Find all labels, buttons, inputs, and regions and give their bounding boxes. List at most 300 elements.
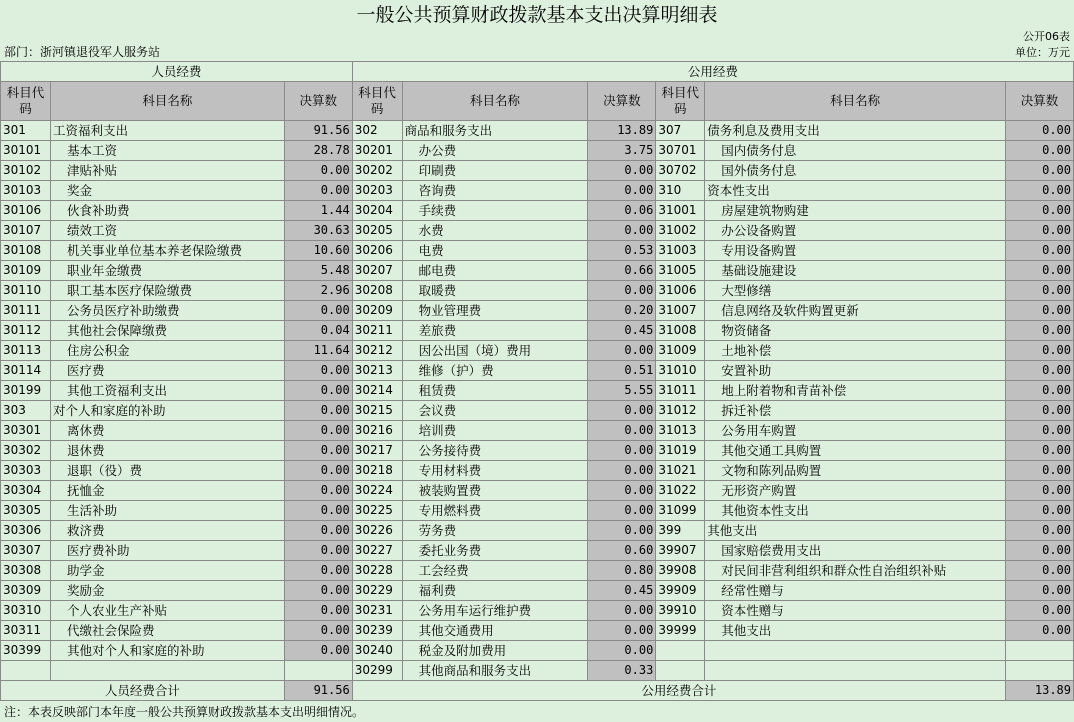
header-code: 科目代码	[1, 82, 51, 121]
item-name: 差旅费	[402, 321, 588, 341]
item-code: 31021	[656, 461, 705, 481]
item-code: 30201	[352, 141, 402, 161]
item-name: 机关事业单位基本养老保险缴费	[50, 241, 284, 261]
item-name: 地上附着物和青苗补偿	[705, 381, 1006, 401]
item-code: 30209	[352, 301, 402, 321]
item-amount: 0.00	[1006, 381, 1074, 401]
item-name: 津贴补贴	[50, 161, 284, 181]
item-amount: 0.00	[284, 161, 352, 181]
item-amount: 0.45	[588, 321, 656, 341]
item-name: 职工基本医疗保险缴费	[50, 281, 284, 301]
item-code: 30106	[1, 201, 51, 221]
item-code: 30114	[1, 361, 51, 381]
item-amount: 0.00	[1006, 181, 1074, 201]
item-amount: 0.33	[588, 661, 656, 681]
item-name: 安置补助	[705, 361, 1006, 381]
item-amount: 0.00	[284, 541, 352, 561]
item-name: 商品和服务支出	[402, 121, 588, 141]
item-amount: 0.00	[284, 501, 352, 521]
item-amount: 0.00	[1006, 341, 1074, 361]
item-amount: 30.63	[284, 221, 352, 241]
item-code: 30108	[1, 241, 51, 261]
totals-row	[1, 681, 1074, 701]
item-amount: 0.00	[588, 421, 656, 441]
item-name: 公务用车运行维护费	[402, 601, 588, 621]
item-amount: 0.00	[1006, 441, 1074, 461]
empty-cell	[1006, 641, 1074, 661]
item-code: 30701	[656, 141, 705, 161]
item-code: 31010	[656, 361, 705, 381]
item-amount: 0.00	[284, 581, 352, 601]
item-name: 绩效工资	[50, 221, 284, 241]
item-amount: 0.00	[588, 401, 656, 421]
header-name: 科目名称	[402, 82, 588, 121]
public-total-value: 13.89	[1006, 681, 1074, 701]
item-code: 30228	[352, 561, 402, 581]
item-name: 其他社会保障缴费	[50, 321, 284, 341]
item-name: 其他支出	[705, 621, 1006, 641]
item-amount: 0.00	[588, 161, 656, 181]
item-code: 30310	[1, 601, 51, 621]
item-code: 30211	[352, 321, 402, 341]
item-amount: 28.78	[284, 141, 352, 161]
table-row	[1, 481, 1074, 501]
item-code: 30702	[656, 161, 705, 181]
item-amount: 0.00	[284, 301, 352, 321]
item-name: 电费	[402, 241, 588, 261]
item-amount: 0.00	[284, 621, 352, 641]
header-code: 科目代码	[352, 82, 402, 121]
personnel-total-label: 人员经费合计	[1, 681, 285, 701]
item-name: 咨询费	[402, 181, 588, 201]
item-amount: 0.00	[588, 621, 656, 641]
item-amount: 0.20	[588, 301, 656, 321]
item-code: 302	[352, 121, 402, 141]
item-code: 30214	[352, 381, 402, 401]
item-code: 39907	[656, 541, 705, 561]
item-code: 39910	[656, 601, 705, 621]
item-name: 离休费	[50, 421, 284, 441]
item-amount: 0.00	[284, 521, 352, 541]
item-name: 取暖费	[402, 281, 588, 301]
item-name: 邮电费	[402, 261, 588, 281]
item-code: 31099	[656, 501, 705, 521]
item-code: 39999	[656, 621, 705, 641]
item-name: 培训费	[402, 421, 588, 441]
item-name: 国内债务付息	[705, 141, 1006, 161]
item-code: 31012	[656, 401, 705, 421]
table-row	[1, 601, 1074, 621]
item-name: 工会经费	[402, 561, 588, 581]
item-name: 对个人和家庭的补助	[50, 401, 284, 421]
item-name: 因公出国（境）费用	[402, 341, 588, 361]
item-name: 其他支出	[705, 521, 1006, 541]
item-code: 30226	[352, 521, 402, 541]
item-name: 维修（护）费	[402, 361, 588, 381]
public-total-label: 公用经费合计	[352, 681, 1005, 701]
item-amount: 0.00	[284, 421, 352, 441]
item-amount: 0.00	[588, 481, 656, 501]
item-amount: 0.00	[1006, 161, 1074, 181]
item-code: 30102	[1, 161, 51, 181]
item-code: 30399	[1, 641, 51, 661]
item-name: 基础设施建设	[705, 261, 1006, 281]
item-name: 基本工资	[50, 141, 284, 161]
item-name: 物业管理费	[402, 301, 588, 321]
item-amount: 0.00	[588, 461, 656, 481]
item-name: 公务接待费	[402, 441, 588, 461]
item-name: 经常性赠与	[705, 581, 1006, 601]
item-name: 专用设备购置	[705, 241, 1006, 261]
item-code: 30303	[1, 461, 51, 481]
item-code: 30304	[1, 481, 51, 501]
item-code: 31013	[656, 421, 705, 441]
item-name: 福利费	[402, 581, 588, 601]
item-name: 专用材料费	[402, 461, 588, 481]
item-code: 30205	[352, 221, 402, 241]
item-name: 退休费	[50, 441, 284, 461]
item-code: 30231	[352, 601, 402, 621]
expenditure-table	[0, 61, 1074, 701]
item-amount: 0.00	[588, 221, 656, 241]
table-row	[1, 541, 1074, 561]
item-name: 生活补助	[50, 501, 284, 521]
item-code: 399	[656, 521, 705, 541]
item-name: 国外债务付息	[705, 161, 1006, 181]
item-name: 委托业务费	[402, 541, 588, 561]
item-name: 税金及附加费用	[402, 641, 588, 661]
item-code: 30112	[1, 321, 51, 341]
item-code: 30229	[352, 581, 402, 601]
item-code: 31006	[656, 281, 705, 301]
item-name: 债务利息及费用支出	[705, 121, 1006, 141]
item-amount: 0.51	[588, 361, 656, 381]
item-amount: 5.48	[284, 261, 352, 281]
item-amount: 0.00	[1006, 421, 1074, 441]
item-name: 退职（役）费	[50, 461, 284, 481]
item-code: 30305	[1, 501, 51, 521]
item-amount: 2.96	[284, 281, 352, 301]
empty-cell	[1006, 661, 1074, 681]
item-code: 30311	[1, 621, 51, 641]
item-code: 30240	[352, 641, 402, 661]
table-row	[1, 421, 1074, 441]
item-name: 拆迁补偿	[705, 401, 1006, 421]
table-row	[1, 401, 1074, 421]
item-amount: 0.00	[284, 641, 352, 661]
personnel-total-value: 91.56	[284, 681, 352, 701]
item-amount: 0.00	[1006, 501, 1074, 521]
item-amount: 0.00	[588, 641, 656, 661]
item-name: 助学金	[50, 561, 284, 581]
table-row	[1, 641, 1074, 661]
item-amount: 1.44	[284, 201, 352, 221]
item-name: 劳务费	[402, 521, 588, 541]
item-amount: 0.00	[588, 601, 656, 621]
item-code: 31022	[656, 481, 705, 501]
item-amount: 0.00	[1006, 241, 1074, 261]
item-code: 30306	[1, 521, 51, 541]
table-row	[1, 581, 1074, 601]
item-amount: 0.53	[588, 241, 656, 261]
empty-cell	[50, 661, 284, 681]
item-amount: 0.06	[588, 201, 656, 221]
table-row	[1, 321, 1074, 341]
empty-cell	[656, 661, 705, 681]
item-code: 39908	[656, 561, 705, 581]
item-code: 30299	[352, 661, 402, 681]
item-name: 其他工资福利支出	[50, 381, 284, 401]
item-code: 30103	[1, 181, 51, 201]
item-amount: 0.00	[1006, 221, 1074, 241]
item-code: 30302	[1, 441, 51, 461]
item-name: 办公设备购置	[705, 221, 1006, 241]
empty-cell	[284, 661, 352, 681]
item-name: 职业年金缴费	[50, 261, 284, 281]
item-code: 30110	[1, 281, 51, 301]
table-row	[1, 501, 1074, 521]
item-name: 其他交通工具购置	[705, 441, 1006, 461]
item-code: 31005	[656, 261, 705, 281]
item-amount: 0.00	[1006, 361, 1074, 381]
item-amount: 0.00	[284, 381, 352, 401]
item-amount: 0.00	[1006, 261, 1074, 281]
item-amount: 3.75	[588, 141, 656, 161]
item-name: 房屋建筑物购建	[705, 201, 1006, 221]
item-code: 30227	[352, 541, 402, 561]
table-row	[1, 661, 1074, 681]
item-code: 39909	[656, 581, 705, 601]
item-code: 30217	[352, 441, 402, 461]
item-name: 资本性赠与	[705, 601, 1006, 621]
item-amount: 0.00	[284, 181, 352, 201]
table-row	[1, 181, 1074, 201]
header-amount: 决算数	[284, 82, 352, 121]
header-name: 科目名称	[705, 82, 1006, 121]
item-amount: 0.00	[1006, 401, 1074, 421]
table-row	[1, 561, 1074, 581]
table-row	[1, 221, 1074, 241]
footnote: 注：本表反映部门本年度一般公共预算财政拨款基本支出明细情况。	[4, 705, 365, 719]
table-row	[1, 281, 1074, 301]
table-row	[1, 161, 1074, 181]
table-row	[1, 381, 1074, 401]
item-name: 其他商品和服务支出	[402, 661, 588, 681]
item-name: 会议费	[402, 401, 588, 421]
item-name: 物资储备	[705, 321, 1006, 341]
item-amount: 0.00	[284, 461, 352, 481]
item-code: 30301	[1, 421, 51, 441]
empty-cell	[656, 641, 705, 661]
item-amount: 0.00	[588, 521, 656, 541]
item-code: 30204	[352, 201, 402, 221]
item-amount: 0.00	[588, 181, 656, 201]
table-row	[1, 201, 1074, 221]
item-code: 30213	[352, 361, 402, 381]
table-row	[1, 361, 1074, 381]
item-name: 住房公积金	[50, 341, 284, 361]
item-code: 30239	[352, 621, 402, 641]
item-amount: 0.00	[1006, 621, 1074, 641]
item-amount: 0.00	[588, 441, 656, 461]
item-name: 办公费	[402, 141, 588, 161]
item-code: 310	[656, 181, 705, 201]
table-row	[1, 441, 1074, 461]
unit-label: 单位：万元	[1015, 46, 1070, 59]
item-code: 30206	[352, 241, 402, 261]
table-row	[1, 461, 1074, 481]
item-amount: 0.00	[1006, 461, 1074, 481]
item-code: 30212	[352, 341, 402, 361]
table-row	[1, 521, 1074, 541]
item-name: 奖励金	[50, 581, 284, 601]
item-code: 31002	[656, 221, 705, 241]
item-amount: 0.00	[588, 501, 656, 521]
item-name: 对民间非营利组织和群众性自治组织补贴	[705, 561, 1006, 581]
item-code: 30218	[352, 461, 402, 481]
item-name: 代缴社会保险费	[50, 621, 284, 641]
item-name: 工资福利支出	[50, 121, 284, 141]
item-amount: 0.00	[284, 401, 352, 421]
item-amount: 0.00	[284, 561, 352, 581]
item-name: 公务员医疗补助缴费	[50, 301, 284, 321]
item-amount: 0.00	[1006, 141, 1074, 161]
item-amount: 0.00	[1006, 521, 1074, 541]
item-code: 30202	[352, 161, 402, 181]
item-amount: 0.80	[588, 561, 656, 581]
item-code: 30215	[352, 401, 402, 421]
item-code: 30113	[1, 341, 51, 361]
table-row	[1, 621, 1074, 641]
table-row	[1, 241, 1074, 261]
item-amount: 0.00	[284, 361, 352, 381]
item-name: 文物和陈列品购置	[705, 461, 1006, 481]
item-amount: 0.00	[1006, 281, 1074, 301]
item-name: 救济费	[50, 521, 284, 541]
table-row	[1, 341, 1074, 361]
item-amount: 0.00	[1006, 541, 1074, 561]
item-amount: 0.00	[1006, 321, 1074, 341]
table-row	[1, 121, 1074, 141]
item-amount: 0.04	[284, 321, 352, 341]
item-name: 专用燃料费	[402, 501, 588, 521]
item-code: 30225	[352, 501, 402, 521]
item-amount: 0.45	[588, 581, 656, 601]
item-code: 30109	[1, 261, 51, 281]
item-code: 30216	[352, 421, 402, 441]
table-row	[1, 261, 1074, 281]
item-name: 伙食补助费	[50, 201, 284, 221]
table-row	[1, 301, 1074, 321]
item-code: 30101	[1, 141, 51, 161]
item-amount: 0.00	[588, 281, 656, 301]
item-name: 手续费	[402, 201, 588, 221]
item-name: 资本性支出	[705, 181, 1006, 201]
item-name: 个人农业生产补贴	[50, 601, 284, 621]
header-code: 科目代码	[656, 82, 705, 121]
item-name: 大型修缮	[705, 281, 1006, 301]
item-amount: 0.00	[588, 341, 656, 361]
item-amount: 0.00	[1006, 561, 1074, 581]
section-public: 公用经费	[352, 62, 1073, 82]
item-code: 303	[1, 401, 51, 421]
item-amount: 0.00	[1006, 481, 1074, 501]
item-code: 30307	[1, 541, 51, 561]
report-title: 一般公共预算财政拨款基本支出决算明细表	[356, 4, 718, 26]
item-name: 国家赔偿费用支出	[705, 541, 1006, 561]
item-amount: 0.00	[1006, 301, 1074, 321]
department-label: 部门：浙河镇退役军人服务站	[4, 45, 161, 59]
section-personnel: 人员经费	[1, 62, 353, 82]
item-code: 31019	[656, 441, 705, 461]
item-name: 土地补偿	[705, 341, 1006, 361]
item-code: 30224	[352, 481, 402, 501]
item-amount: 5.55	[588, 381, 656, 401]
item-code: 31003	[656, 241, 705, 261]
item-amount: 0.60	[588, 541, 656, 561]
item-name: 水费	[402, 221, 588, 241]
item-amount: 0.66	[588, 261, 656, 281]
item-code: 30309	[1, 581, 51, 601]
item-code: 31008	[656, 321, 705, 341]
empty-cell	[705, 641, 1006, 661]
item-amount: 0.00	[1006, 121, 1074, 141]
item-code: 31009	[656, 341, 705, 361]
item-name: 被装购置费	[402, 481, 588, 501]
item-code: 30107	[1, 221, 51, 241]
item-amount: 11.64	[284, 341, 352, 361]
item-name: 其他资本性支出	[705, 501, 1006, 521]
item-name: 其他交通费用	[402, 621, 588, 641]
item-amount: 0.00	[1006, 581, 1074, 601]
item-name: 公务用车购置	[705, 421, 1006, 441]
item-code: 30208	[352, 281, 402, 301]
empty-cell	[1, 661, 51, 681]
item-code: 31007	[656, 301, 705, 321]
item-code: 30207	[352, 261, 402, 281]
header-amount: 决算数	[588, 82, 656, 121]
item-name: 抚恤金	[50, 481, 284, 501]
item-name: 印刷费	[402, 161, 588, 181]
form-number: 公开06表	[1023, 30, 1070, 43]
item-amount: 0.00	[284, 601, 352, 621]
item-code: 301	[1, 121, 51, 141]
item-name: 奖金	[50, 181, 284, 201]
item-code: 30111	[1, 301, 51, 321]
item-code: 30203	[352, 181, 402, 201]
item-amount: 91.56	[284, 121, 352, 141]
item-code: 31001	[656, 201, 705, 221]
item-amount: 10.60	[284, 241, 352, 261]
header-amount: 决算数	[1006, 82, 1074, 121]
header-name: 科目名称	[50, 82, 284, 121]
item-amount: 0.00	[1006, 601, 1074, 621]
item-code: 31011	[656, 381, 705, 401]
item-name: 信息网络及软件购置更新	[705, 301, 1006, 321]
item-name: 租赁费	[402, 381, 588, 401]
item-code: 307	[656, 121, 705, 141]
item-name: 医疗费补助	[50, 541, 284, 561]
empty-cell	[705, 661, 1006, 681]
item-amount: 0.00	[1006, 201, 1074, 221]
item-code: 30308	[1, 561, 51, 581]
item-name: 其他对个人和家庭的补助	[50, 641, 284, 661]
item-name: 医疗费	[50, 361, 284, 381]
item-amount: 0.00	[284, 481, 352, 501]
item-amount: 0.00	[284, 441, 352, 461]
table-row	[1, 141, 1074, 161]
item-code: 30199	[1, 381, 51, 401]
